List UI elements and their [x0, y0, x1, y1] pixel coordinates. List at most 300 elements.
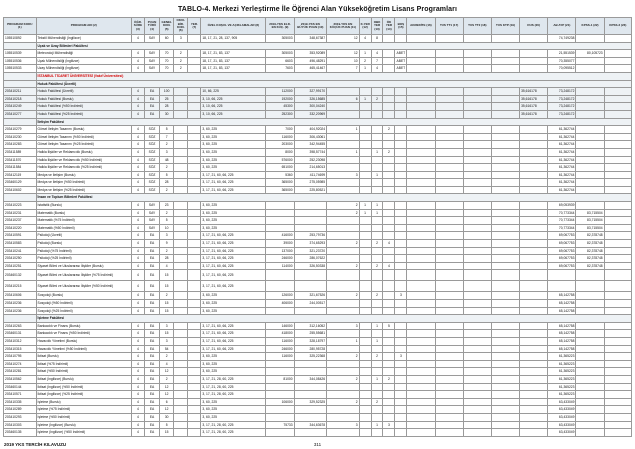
table-cell [604, 292, 631, 300]
table-cell [463, 398, 491, 406]
table-cell [463, 148, 491, 156]
table-cell: EA [144, 262, 159, 270]
table-cell: 82,378748 [576, 262, 604, 270]
table-cell: 4 [131, 209, 144, 217]
table-cell: 2 [327, 375, 360, 383]
table-cell: 105510539 [4, 50, 37, 58]
table-row [4, 255, 632, 263]
table-cell: 4 [160, 262, 174, 270]
table-cell [359, 307, 371, 315]
table-cell: 344,08426 [294, 375, 327, 383]
table-cell [407, 345, 435, 353]
table-cell [435, 307, 463, 315]
table-cell: EA [144, 307, 159, 315]
table-cell: 6 [160, 398, 174, 406]
table-cell: 15 [160, 307, 174, 315]
table-cell: 203410237 [4, 217, 37, 225]
table-cell: 70,773344 [548, 209, 576, 217]
table-cell [395, 421, 407, 429]
table-cell [266, 209, 294, 217]
table-cell: 203410795 [4, 353, 37, 361]
table-cell [327, 186, 360, 194]
table-cell [383, 110, 395, 118]
table-body [4, 35, 632, 437]
table-cell [188, 307, 201, 315]
table-cell [174, 148, 188, 156]
table-cell [520, 240, 548, 248]
table-cell: 63,433049 [548, 398, 576, 406]
table-row [4, 179, 632, 187]
table-cell [266, 202, 294, 210]
table-cell: 203410312 [4, 337, 37, 345]
table-cell: 1 [359, 209, 371, 217]
column-header: ÖK YER (14) [383, 18, 395, 35]
table-cell: 203410602 [4, 186, 37, 194]
table-cell: SAY [144, 209, 159, 217]
table-cell: 48 [160, 156, 174, 164]
table-cell: Hukuk Fakültesi (Burslu) [36, 95, 131, 103]
table-cell [491, 57, 519, 65]
table-cell: 69,067753 [548, 255, 576, 263]
table-cell [463, 209, 491, 217]
table-cell [407, 360, 435, 368]
table-cell [435, 429, 463, 437]
table-cell [604, 406, 631, 414]
blank-cell [4, 194, 37, 202]
table-cell [435, 171, 463, 179]
table-cell: İşletme (İngilizce) (%50 İndirimli) [36, 429, 131, 437]
table-cell: 116000 [266, 353, 294, 361]
table-cell: İşletme (%50 İndirimli) [36, 413, 131, 421]
faculty-name: İşletme Fakültesi [36, 315, 631, 323]
table-cell: SÖZ [144, 133, 159, 141]
table-cell [395, 391, 407, 399]
table-cell: EA [144, 300, 159, 308]
table-cell: 4 [131, 353, 144, 361]
table-cell [520, 209, 548, 217]
table-cell [359, 164, 371, 172]
table-cell [188, 57, 201, 65]
table-cell [463, 368, 491, 376]
table-cell: 4 [383, 262, 395, 270]
table-cell [327, 391, 360, 399]
table-cell [359, 398, 371, 406]
table-cell: 365000 [266, 179, 294, 187]
table-cell [395, 322, 407, 330]
table-cell: 328,18797 [294, 337, 327, 345]
table-cell: 3 [383, 421, 395, 429]
table-cell [520, 65, 548, 73]
table-cell [435, 345, 463, 353]
table-cell: 3, 60, 225 [201, 209, 266, 217]
table-cell: İstatistik (Burslu) [36, 202, 131, 210]
table-cell: 5 [160, 217, 174, 225]
table-cell [371, 368, 383, 376]
table-cell [463, 247, 491, 255]
table-cell [491, 88, 519, 96]
table-cell [174, 126, 188, 134]
table-cell [188, 368, 201, 376]
table-cell: Meteoroloji Mühendisliği [36, 50, 131, 58]
table-cell: 70 [160, 57, 174, 65]
table-cell [266, 429, 294, 437]
table-cell [604, 202, 631, 210]
table-cell [604, 383, 631, 391]
table-cell [463, 50, 491, 58]
table-cell [548, 281, 576, 292]
table-cell [604, 360, 631, 368]
table-cell [407, 179, 435, 187]
blank-cell [4, 80, 37, 88]
table-cell [435, 398, 463, 406]
table-cell: 4 [131, 103, 144, 111]
table-cell: 326,50338 [294, 262, 327, 270]
table-cell: EA [144, 95, 159, 103]
table-cell [576, 345, 604, 353]
column-header: ÖZEL KOŞUL VE AÇIKLAMALAR (8) [201, 18, 266, 35]
table-cell [463, 156, 491, 164]
table-cell: 2 [160, 292, 174, 300]
table-cell [491, 429, 519, 437]
table-cell [604, 398, 631, 406]
table-cell: 10 [160, 224, 174, 232]
table-cell: 15 [160, 281, 174, 292]
table-cell [383, 270, 395, 281]
table-cell: 1 [327, 148, 360, 156]
table-cell [435, 164, 463, 172]
table-cell [407, 281, 435, 292]
table-cell [188, 156, 201, 164]
table-cell [174, 240, 188, 248]
table-cell [407, 57, 435, 65]
table-cell: 3, 60, 225 [201, 292, 266, 300]
table-cell [371, 345, 383, 353]
table-cell: 2 [359, 57, 371, 65]
table-cell: 2 [160, 247, 174, 255]
table-cell: Görsel İletişim Tasarımı (Burslu) [36, 126, 131, 134]
table-cell: 146000 [266, 322, 294, 330]
table-cell [359, 179, 371, 187]
table-cell [576, 179, 604, 187]
table-cell [407, 209, 435, 217]
table-cell [520, 292, 548, 300]
table-cell: 28 [160, 255, 174, 263]
table-cell: 2 [327, 202, 360, 210]
table-cell [604, 375, 631, 383]
table-cell [604, 322, 631, 330]
table-cell [576, 307, 604, 315]
table-cell [395, 88, 407, 96]
table-cell [463, 202, 491, 210]
table-cell [294, 270, 327, 281]
table-row [4, 406, 632, 414]
table-cell: 203410606 [4, 292, 37, 300]
table-cell [294, 202, 327, 210]
table-cell [383, 179, 395, 187]
table-cell [383, 171, 395, 179]
table-cell: 83,715504 [576, 209, 604, 217]
table-cell [188, 141, 201, 149]
table-cell: 203410230 [4, 133, 37, 141]
table-cell: 3 [160, 148, 174, 156]
table-cell: 398,57744 [294, 148, 327, 156]
table-cell [188, 292, 201, 300]
table-cell [491, 133, 519, 141]
table-cell [604, 126, 631, 134]
table-cell: 35,616178 [520, 95, 548, 103]
table-cell: 1 [371, 337, 383, 345]
table-cell: 2 [327, 353, 360, 361]
table-cell [395, 148, 407, 156]
table-cell: SÖZ [144, 164, 159, 172]
table-cell: 5 [160, 171, 174, 179]
table-cell [395, 164, 407, 172]
table-cell [371, 179, 383, 187]
table-cell [604, 421, 631, 429]
table-cell [604, 240, 631, 248]
table-cell: 4 [131, 240, 144, 248]
table-cell: 69,067753 [548, 240, 576, 248]
table-cell: Halkla İlişkiler ve Reklamcılık (%50 İndirimli) [36, 156, 131, 164]
table-cell: ABET [395, 65, 407, 73]
column-header: PUAN TÜRÜ (4) [144, 18, 159, 35]
faculty-name: İnsan ve Toplum Bilimleri Fakültesi [36, 194, 631, 202]
table-cell: 416000 [266, 232, 294, 240]
table-cell [174, 202, 188, 210]
table-row [4, 202, 632, 210]
table-cell [604, 209, 631, 217]
table-cell: Medya ve İletişim (%50 İndirimli) [36, 179, 131, 187]
table-cell: 286,07622 [294, 255, 327, 263]
table-cell: 246000 [266, 255, 294, 263]
table-cell [174, 292, 188, 300]
table-cell [463, 171, 491, 179]
table-cell [395, 103, 407, 111]
table-cell [174, 88, 188, 96]
table-cell [395, 270, 407, 281]
table-cell [491, 421, 519, 429]
table-cell [576, 429, 604, 437]
table-cell: 4 [131, 322, 144, 330]
column-header: PROGRAM KODU (1) [4, 18, 37, 35]
table-cell [266, 383, 294, 391]
table-cell: 4 [131, 156, 144, 164]
table-cell [520, 300, 548, 308]
table-cell: SAY [144, 202, 159, 210]
table-cell [294, 281, 327, 292]
table-cell [359, 360, 371, 368]
table-cell [435, 270, 463, 281]
table-cell [520, 337, 548, 345]
table-cell [188, 375, 201, 383]
table-cell: 63,433049 [548, 413, 576, 421]
table-cell [188, 406, 201, 414]
table-cell [576, 95, 604, 103]
table-cell [463, 307, 491, 315]
table-cell: 8000 [266, 148, 294, 156]
table-cell: EA [144, 232, 159, 240]
table-cell [359, 345, 371, 353]
table-cell: 15 [160, 300, 174, 308]
table-cell [435, 292, 463, 300]
table-cell: 69,067753 [548, 247, 576, 255]
table-cell [395, 383, 407, 391]
table-cell: İktisat (%50 İndirimli) [36, 368, 131, 376]
table-cell: 225,80521 [294, 186, 327, 194]
table-cell: 4 [371, 65, 383, 73]
table-row [4, 300, 632, 308]
table-cell: 28 [160, 103, 174, 111]
table-cell [174, 110, 188, 118]
table-cell: 406000 [266, 300, 294, 308]
table-cell: 203460132 [4, 270, 37, 281]
table-cell: 3, 17, 21, 60, 66, 225 [201, 330, 266, 338]
table-cell: 114000 [266, 262, 294, 270]
table-cell: 81000 [266, 375, 294, 383]
table-cell [604, 50, 631, 58]
table-cell: EA [144, 240, 159, 248]
table-cell [407, 171, 435, 179]
table-cell [371, 330, 383, 338]
table-cell [407, 202, 435, 210]
table-cell: 3, 60, 225 [201, 353, 266, 361]
table-cell [188, 148, 201, 156]
table-cell: SAY [144, 217, 159, 225]
table-cell [604, 57, 631, 65]
table-row [4, 292, 632, 300]
table-cell: 1 [327, 337, 360, 345]
table-cell: 203410591 [4, 232, 37, 240]
blank-cell [4, 118, 37, 126]
table-cell [604, 413, 631, 421]
table-cell [407, 35, 435, 43]
table-cell [188, 429, 201, 437]
table-cell: Hukuk Fakültesi (%50 İndirimli) [36, 103, 131, 111]
table-cell [491, 110, 519, 118]
table-cell: 203410231 [4, 209, 37, 217]
table-cell: 5 [160, 421, 174, 429]
table-cell [188, 281, 201, 292]
table-cell: 4 [131, 141, 144, 149]
table-cell: 61,362744 [548, 148, 576, 156]
column-header: TUS TT2 (18) [463, 18, 491, 35]
table-cell: Sosyoloji (%50 İndirimli) [36, 300, 131, 308]
table-cell: 15 [160, 270, 174, 281]
table-cell [174, 156, 188, 164]
table-cell: 82,378748 [576, 232, 604, 240]
table-cell [174, 179, 188, 187]
table-cell [383, 353, 395, 361]
table-cell [395, 95, 407, 103]
table-cell [520, 281, 548, 292]
table-cell [604, 217, 631, 225]
table-cell: 4 [131, 65, 144, 73]
table-cell [576, 65, 604, 73]
table-cell [188, 398, 201, 406]
table-cell: 3, 10, 66, 225 [201, 110, 266, 118]
column-header: OBK YER (13) [371, 18, 383, 35]
table-cell: 3, 60, 225 [201, 307, 266, 315]
table-cell [188, 65, 201, 73]
table-cell [407, 421, 435, 429]
table-cell: Havacılık Yönetimi (Burslu) [36, 337, 131, 345]
table-cell [188, 383, 201, 391]
table-cell: EA [144, 330, 159, 338]
table-cell: 3 [327, 171, 360, 179]
table-cell [463, 322, 491, 330]
table-cell [395, 429, 407, 437]
table-cell: 35,616178 [520, 88, 548, 96]
table-cell [463, 406, 491, 414]
table-cell [174, 330, 188, 338]
table-cell: 63,433049 [548, 421, 576, 429]
table-cell [359, 391, 371, 399]
table-cell [327, 103, 360, 111]
table-cell [188, 35, 201, 43]
table-cell [294, 360, 327, 368]
table-cell: 12 [327, 35, 360, 43]
table-cell [604, 171, 631, 179]
table-cell: EA [144, 345, 159, 353]
table-cell [576, 360, 604, 368]
table-cell [188, 133, 201, 141]
table-cell: 3, 60, 225 [201, 156, 266, 164]
table-cell [520, 141, 548, 149]
table-cell: 65,142758 [548, 307, 576, 315]
page-title: TABLO-4. Merkezi Yerleştirme İle Öğrenci Alan Yükseköğretim Lisans Programları [177, 6, 458, 13]
table-cell: Hukuk Fakültesi (%25 İndirimli) [36, 110, 131, 118]
table-cell: 4 [131, 95, 144, 103]
table-cell [463, 179, 491, 187]
table-cell [371, 156, 383, 164]
table-cell [371, 429, 383, 437]
table-cell: 3, 60, 225 [201, 413, 266, 421]
table-cell: İşletme (İngilizce) (Burslu) [36, 421, 131, 429]
table-cell [359, 337, 371, 345]
table-cell [174, 421, 188, 429]
table-cell: 246000 [266, 345, 294, 353]
table-cell: 651000 [266, 164, 294, 172]
table-cell [294, 391, 327, 399]
table-cell: 23 [160, 202, 174, 210]
table-cell [327, 300, 360, 308]
table-cell [371, 133, 383, 141]
table-cell [576, 281, 604, 292]
table-cell: 9 [160, 240, 174, 248]
table-row [4, 383, 632, 391]
table-row [4, 171, 632, 179]
table-cell [407, 110, 435, 118]
table-cell: 280,95728 [294, 345, 327, 353]
table-cell: 4 [131, 126, 144, 134]
table-cell [371, 255, 383, 263]
table-cell [435, 95, 463, 103]
table-cell [174, 398, 188, 406]
table-cell: 18, 17, 21, 83, 137 [201, 65, 266, 73]
table-cell [327, 330, 360, 338]
table-cell [383, 186, 395, 194]
table-cell [359, 247, 371, 255]
table-cell [371, 406, 383, 414]
table-cell [383, 88, 395, 96]
table-cell [463, 224, 491, 232]
table-cell: 15 [160, 330, 174, 338]
table-cell [576, 202, 604, 210]
table-cell: 12 [327, 50, 360, 58]
table-cell: 73,248172 [548, 88, 576, 96]
table-cell: SÖZ [144, 148, 159, 156]
table-cell [435, 224, 463, 232]
